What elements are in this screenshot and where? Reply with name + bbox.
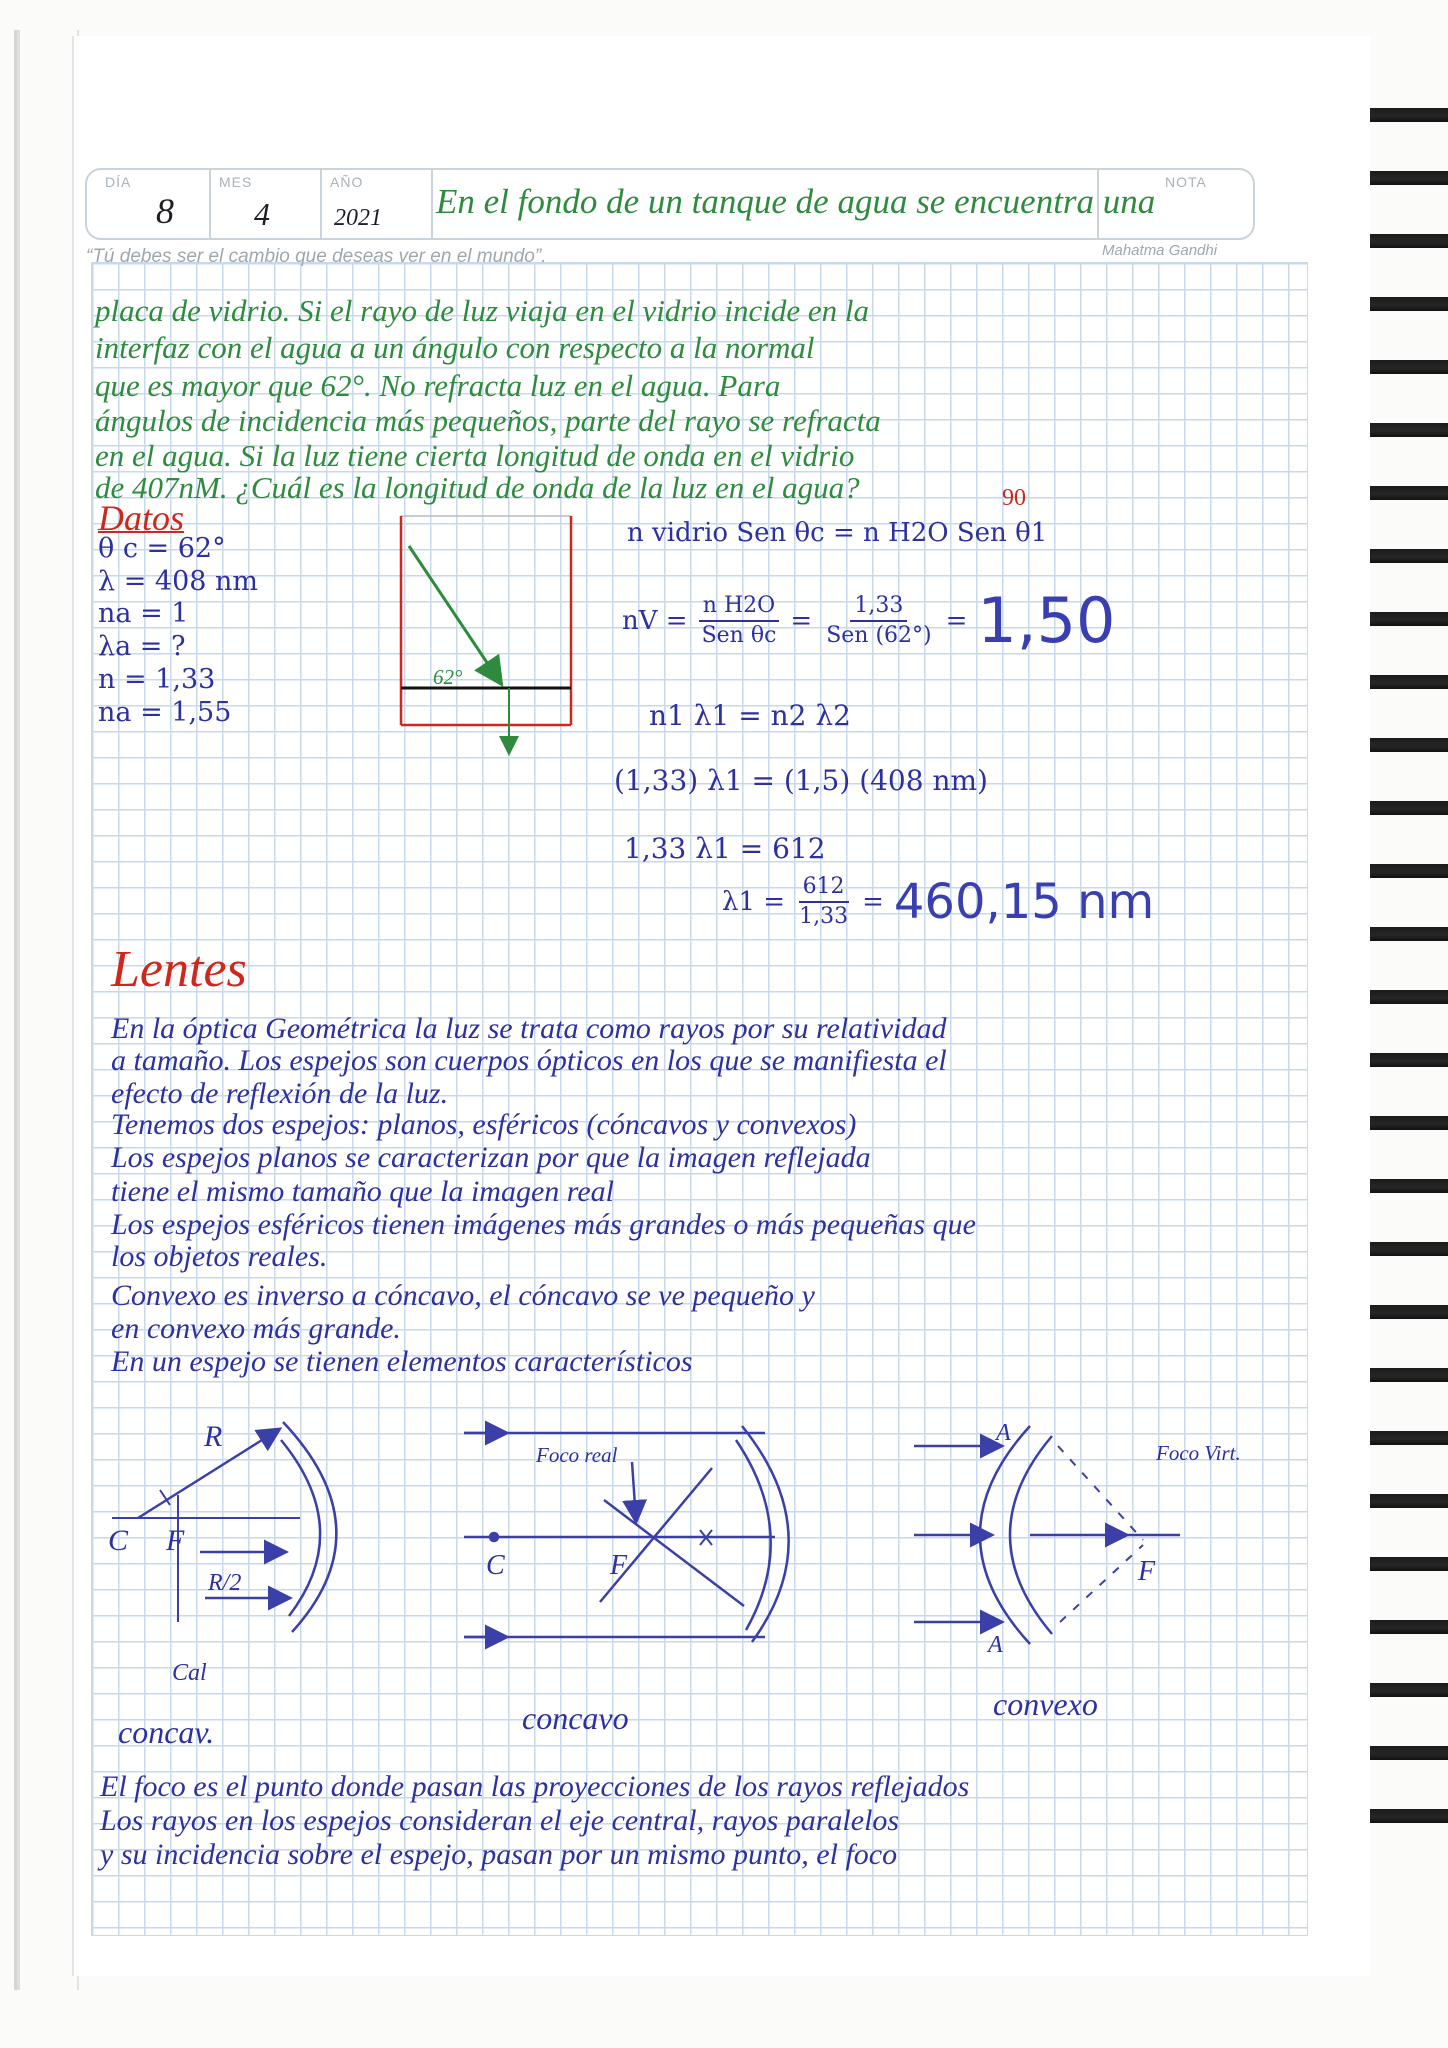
mirror-inner-arc: [281, 1440, 320, 1616]
notes-line: Los espejos planos se caracterizan por que la imagen reflejada: [111, 1141, 871, 1174]
reflected-ray: [600, 1468, 712, 1602]
substitution-equation: (1,33) λ1 = (1,5) (408 nm): [614, 764, 988, 797]
fraction-denominator: Sen θc: [701, 623, 777, 648]
concave-mirror-elements-figure: [112, 1422, 336, 1632]
snell-equation: n vidrio Sen θc = n H2O Sen θ1: [627, 518, 1048, 548]
center-point: [490, 1533, 498, 1541]
datos-item: θ c = 62°: [98, 533, 226, 564]
focus-pointer-arrow: [632, 1462, 636, 1520]
center-label: C: [486, 1550, 505, 1581]
half-radius-label: R/2: [208, 1570, 242, 1596]
year-label: AÑO: [330, 174, 364, 190]
notes-line: en convexo más grande.: [111, 1312, 401, 1345]
eq2-lhs: nV =: [622, 606, 688, 636]
notes-line: Convexo es inverso a cóncavo, el cóncavo se ve pequeño y: [111, 1279, 815, 1312]
virtual-ray-projection: [1060, 1545, 1143, 1622]
quote-text: “Tú debes ser el cambio que deseas ver en el mundo”.: [86, 246, 547, 267]
quote-author: Mahatma Gandhi: [1102, 242, 1218, 259]
notes-line: Tenemos dos espejos: planos, esféricos (cóncavos y convexos): [111, 1108, 857, 1141]
notes-line: Los rayos en los espejos consideran el eje central, rayos paralelos: [100, 1804, 900, 1837]
figure-caption: concavo: [522, 1700, 629, 1736]
datos-item: na = 1,55: [98, 697, 232, 728]
center-label: C: [108, 1524, 129, 1557]
datos-item: n = 1,33: [98, 664, 216, 695]
focus-label: F: [610, 1550, 628, 1581]
grade-label: NOTA: [1165, 174, 1207, 190]
notes-line: y su incidencia sobre el espejo, pasan por un mismo punto, el foco: [100, 1838, 898, 1871]
glass-index-result: 1,50: [977, 584, 1116, 657]
angle-note: 90: [1002, 485, 1026, 511]
problem-line: interfaz con el agua a un ángulo con respecto a la normal: [95, 330, 815, 365]
vertex-label: A: [996, 1420, 1011, 1446]
problem-line: placa de vidrio. Si el rayo de luz viaja en el vidrio incide en la: [95, 293, 869, 328]
month-label: MES: [219, 174, 253, 190]
problem-line: de 407nM. ¿Cuál es la longitud de onda de la luz en el agua?: [95, 470, 860, 505]
month-value: 4: [254, 196, 270, 232]
notes-line: Los espejos esféricos tienen imágenes más grandes o más pequeñas que: [111, 1208, 976, 1241]
problem-line: ángulos de incidencia más pequeños, parte del rayo se refracta: [95, 403, 881, 438]
virtual-ray-projection: [1058, 1446, 1143, 1540]
equals-sign: =: [945, 606, 968, 636]
refraction-diagram: [401, 516, 571, 752]
problem-line: que es mayor que 62°. No refracta luz en el agua. Para: [95, 368, 781, 403]
fraction-numerator: 1,33: [850, 595, 907, 622]
focus-label: F: [166, 1524, 185, 1557]
critical-angle-label: 62°: [433, 665, 463, 689]
simplified-equation: 1,33 λ1 = 612: [624, 832, 826, 865]
fraction-denominator: Sen (62°): [826, 623, 932, 648]
radius-label: R: [204, 1420, 223, 1453]
convex-mirror-virtual-focus-figure: [914, 1426, 1180, 1644]
datos-item: λ = 408 nm: [98, 566, 259, 597]
equals-sign: =: [790, 606, 813, 636]
notes-line: En la óptica Geométrica la luz se trata como rayos por su relatividad: [111, 1012, 947, 1045]
fraction-numerator: n H2O: [699, 595, 779, 622]
notes-line: efecto de reflexión de la luz.: [111, 1077, 449, 1110]
wavelength-result: 460,15 nm: [893, 874, 1155, 930]
lentes-heading: Lentes: [111, 941, 247, 998]
datos-heading: Datos: [98, 498, 185, 538]
eq6-lhs: λ1 =: [722, 887, 786, 917]
day-label: DÍA: [105, 174, 132, 190]
concave-mirror-real-focus-figure: [464, 1426, 789, 1642]
notes-line: a tamaño. Los espejos son cuerpos ópticos en los que se manifiesta el: [111, 1044, 947, 1077]
figure-caption: convexo: [993, 1686, 1098, 1722]
notes-line: los objetos reales.: [111, 1240, 328, 1273]
vertex-label: A: [988, 1632, 1003, 1658]
mirror-inner-arc: [736, 1440, 771, 1630]
figure-caption: concav.: [118, 1714, 215, 1750]
fraction-denominator: 1,33: [799, 904, 849, 929]
mirror-outer-arc: [742, 1426, 789, 1642]
focus-note-label: Foco real: [536, 1443, 618, 1467]
day-value: 8: [156, 191, 174, 231]
figure-note: Cal: [172, 1660, 207, 1686]
year-value: 2021: [334, 205, 382, 231]
datos-item: na = 1: [98, 598, 189, 629]
datos-item: λa = ?: [98, 631, 186, 662]
fraction-numerator: 612: [799, 876, 849, 903]
focus-note-label: Foco Virt.: [1156, 1441, 1241, 1465]
problem-title: En el fondo de un tanque de agua se encuentra una: [436, 182, 1156, 221]
incident-ray: [409, 546, 500, 682]
problem-line: en el agua. Si la luz tiene cierta longitud de onda en el vidrio: [95, 438, 855, 473]
notes-line: tiene el mismo tamaño que la imagen real: [111, 1175, 614, 1208]
focus-label: F: [1138, 1556, 1156, 1587]
notes-line: En un espejo se tienen elementos característicos: [111, 1345, 693, 1378]
equals-sign: =: [862, 887, 884, 917]
notes-line: El foco es el punto donde pasan las proyecciones de los rayos reflejados: [100, 1770, 970, 1803]
wavelength-relation: n1 λ1 = n2 λ2: [649, 699, 851, 732]
